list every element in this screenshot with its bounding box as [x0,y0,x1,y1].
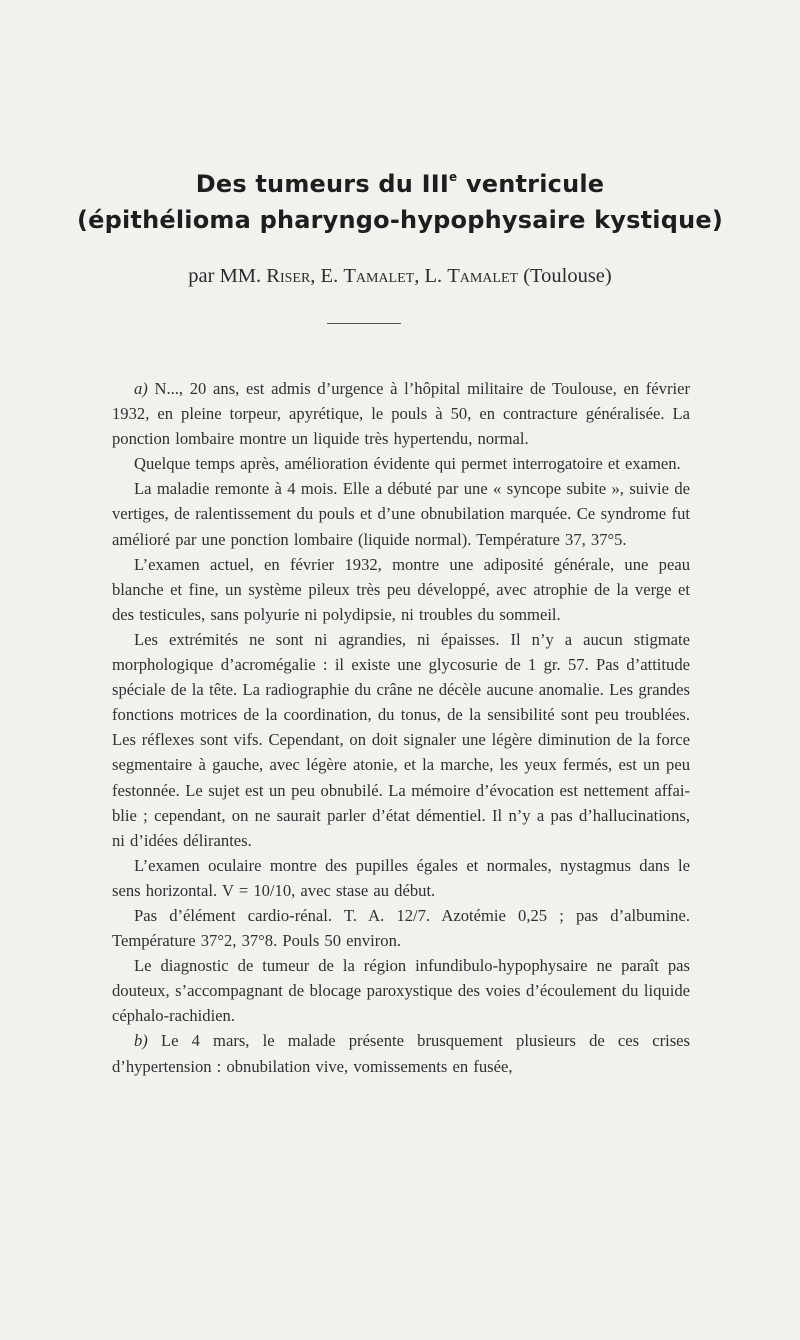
paragraph [112,376,690,451]
paragraph [112,1028,690,1078]
author-riser: Riser [266,265,311,287]
authors-line [0,265,800,288]
authors-prefix: par MM. [188,265,267,287]
authors-suffix: (Toulouse) [518,265,612,287]
authors-separator-1: , E. [310,265,344,287]
title-line1-end: ventricule [457,170,605,198]
paragraph-text: Pas d’élément cardio-rénal. T. A. 12/7. Azotémie 0,25 ; pas d’albumine. Température 37°2, 37°8. Pouls 50 environ. [112,905,690,951]
paragraph-text: Le 4 mars, le malade présente brusquement plusieurs de ces crises d’hypertension : obnubilation vive, vomissements en fusée, [112,1031,690,1076]
title-superscript: e [449,170,458,184]
section-marker: b) [134,1031,148,1051]
title-line1-text: Des tumeurs du III [195,170,449,198]
paragraph-text: Quelque temps après, amélioration évidente qui permet interrogatoire et examen. [134,454,681,474]
paragraph-text: L’examen actuel, en février 1932, montre une adiposité générale, une peau blanche et fine, un système pileux très peu développé, avec atrophie de la verge et des testicules, sans polyurie ni polydipsie, ni troubles du sommeil. [112,554,690,624]
author-l-tamalet: Tamalet [447,265,519,287]
author-e-tamalet: Tamalet [343,265,415,287]
paragraph [112,953,690,1028]
paragraph [112,903,690,953]
separator-rule [327,323,401,324]
article-title [0,170,800,198]
authors-separator-2: , L. [414,265,448,287]
paragraph-text: Le diagnostic de tumeur de la région infundibulo-hypophysaire ne paraît pas douteux, s’accompagnant de blocage paroxystique des voies d’écoulement du liquide céphalo-rachidien. [112,956,690,1026]
paragraph [112,476,690,551]
article-subtitle: (épithélioma pharyngo-hypophysaire kystique) [76,206,724,234]
paragraph [112,451,690,476]
paragraph [112,552,690,627]
paragraph [112,627,690,853]
paragraph-text: L’examen oculaire montre des pupilles égales et normales, nystagmus dans le sens horizontal. V = 10/10, avec stase au début. [112,855,690,900]
paragraph-text: La maladie remonte à 4 mois. Elle a débuté par une « syncope subite », suivie de vertiges, de ralentissement du pouls et d’une obnubilation marquée. Ce syndrome fut amélioré par une ponction lombaire (liquide normal). Température 37, 37°5. [112,479,690,549]
paragraph [112,853,690,903]
section-marker: a) [134,379,148,398]
paragraph-text: N..., 20 ans, est admis d’urgence à l’hôpital militaire de Toulouse, en février 1932, en pleine torpeur, apyrétique, le pouls à 50, en contracture généralisée. La ponction lombaire montre un liquide très hypertendu, normal. [112,379,690,449]
article-body [112,376,690,1079]
paragraph-text: Les extrémités ne sont ni agrandies, ni épaisses. Il n’y a aucun stigmate morphologique d’acromégalie : il existe une glycosurie de 1 gr. 57. Pas d’attitude spéciale de la tête. La radiographie du crâne ne décèle aucune anomalie. Les grandes fonctions motrices de la coordination, du tonus, de la sensibilité sont peu troublées. Les réflexes sont vifs. Cependant, on doit signaler une légère diminution de la force segmentaire à gauche, avec légère atonie, et la marche, les yeux fermés, est un peu festonnée. Le sujet est un peu obnubilé. La mémoire d’évocation est nettement affaiblie ; cependant, on ne saurait parler d’état démentiel. Il n’y a pas d’hallucinations, ni d’idées délirantes. [112,629,690,850]
